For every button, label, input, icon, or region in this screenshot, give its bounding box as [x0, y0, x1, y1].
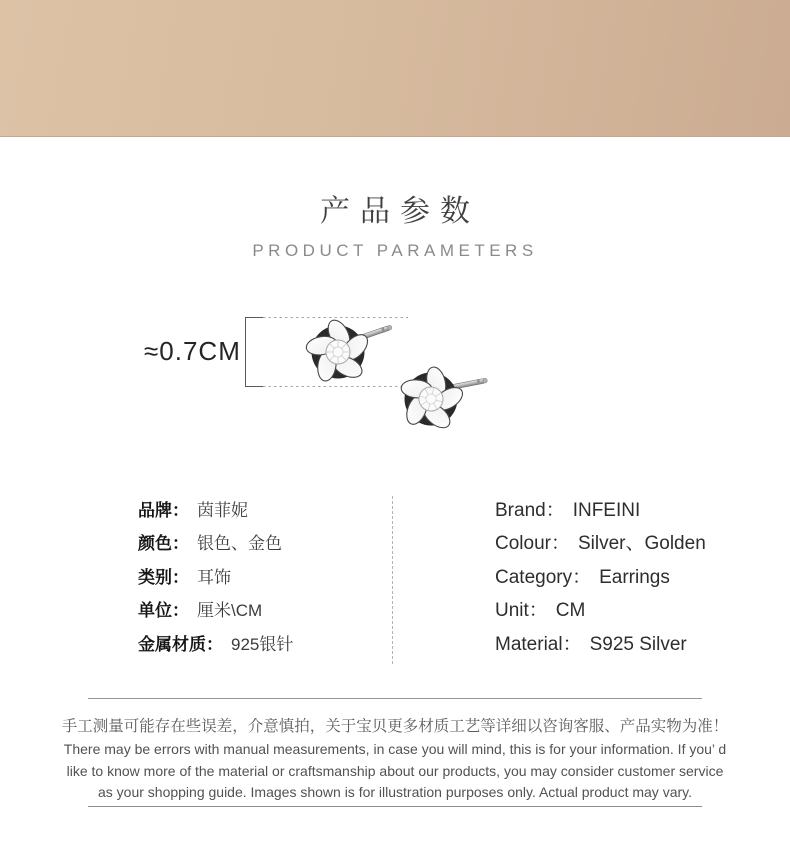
spec-value: 925银针 [231, 634, 294, 654]
disclaimer-english-line: as your shopping guide. Images shown is for illustration purposes only. Actual product may vary. [97, 784, 692, 800]
bottom-rule [88, 806, 702, 807]
spec-value: 耳饰 [197, 567, 231, 587]
spec-column-divider [392, 496, 393, 664]
spec-value: 茵菲妮 [197, 501, 248, 520]
earring-left-image [305, 317, 393, 383]
spec-row-category-cn [138, 561, 293, 594]
spec-label: 颜色： [138, 534, 189, 554]
spec-label: Category： [495, 566, 592, 588]
earrings-illustration [120, 300, 540, 450]
page-title: 产品参数 [320, 195, 480, 228]
spec-label: 类别： [138, 567, 189, 587]
spec-value: S925 Silver [589, 633, 687, 655]
spec-value: Earrings [599, 566, 670, 588]
spec-row-brand-en [495, 494, 706, 527]
spec-label: Brand： [495, 500, 565, 521]
disclaimer-english-line: like to know more of the material or craftsmanship about our products, you may consider customer service [66, 762, 724, 779]
spec-table [0, 494, 790, 666]
page-subtitle: PRODUCT PARAMETERS [252, 241, 538, 260]
spec-row-brand-cn [138, 494, 293, 527]
spec-label: 单位： [138, 601, 189, 621]
spec-column-cn [138, 494, 293, 661]
spec-row-material-cn [138, 628, 293, 661]
spec-column-en [495, 494, 706, 661]
spec-value: INFEINI [572, 500, 641, 521]
size-measurement-label: ≈0.7CM [144, 336, 241, 366]
spec-label: Material： [495, 633, 582, 655]
spec-value: 银色、金色 [197, 534, 282, 554]
spec-value: 厘米\CM [197, 601, 263, 621]
disclaimer-english-line: There may be errors with manual measurements, in case you will mind, this is for your information. If you’ d [63, 741, 727, 757]
spec-row-colour-en [495, 527, 706, 560]
spec-row-category-en [495, 561, 706, 594]
spec-label: 品牌： [138, 501, 189, 520]
earring-right-image [392, 357, 488, 437]
disclaimer-top-rule [88, 698, 702, 699]
spec-row-material-en [495, 628, 706, 661]
spec-value: CM [555, 600, 586, 622]
spec-label: Colour： [495, 533, 570, 555]
spec-row-colour-cn [138, 527, 293, 560]
disclaimer-english [0, 739, 790, 804]
spec-row-unit-cn [138, 594, 293, 627]
spec-row-unit-en [495, 594, 706, 627]
spec-label: 金属材质： [138, 634, 223, 654]
disclaimer-chinese: 手工测量可能存在些误差，介意慎拍，关于宝贝更多材质工艺等详细以咨询客服、产品实物为准！ [61, 718, 729, 735]
spec-value: Silver、Golden [577, 533, 706, 555]
measurement-bracket [246, 317, 264, 387]
spec-label: Unit： [495, 600, 548, 622]
